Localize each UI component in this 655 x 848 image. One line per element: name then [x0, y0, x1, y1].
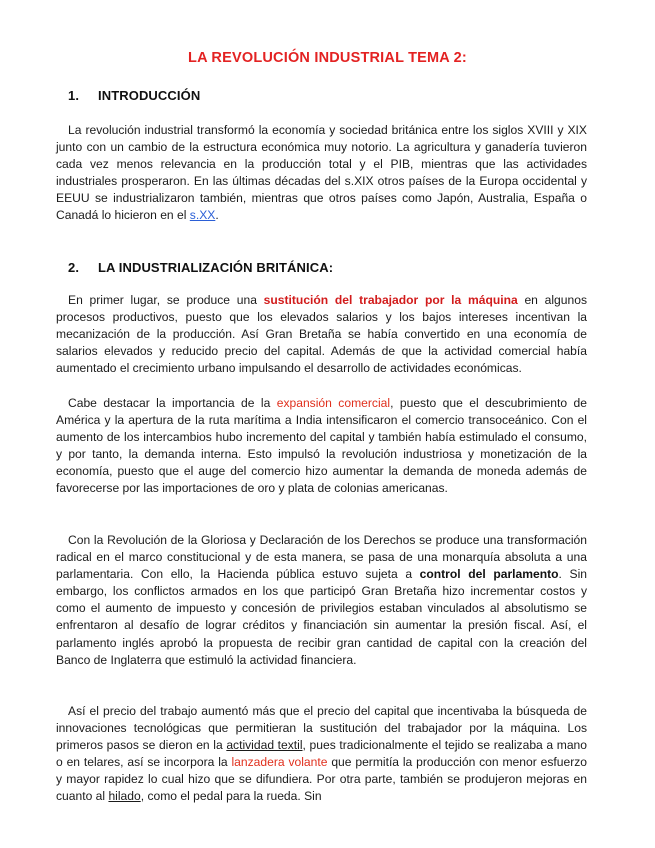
- underline-spinning: hilado: [108, 789, 141, 804]
- highlight-commercial-expansion: expansión comercial: [276, 396, 391, 410]
- section-1-title: INTRODUCCIÓN: [98, 88, 201, 103]
- underline-textile-activity: actividad textil: [226, 738, 303, 753]
- intro-text-end: .: [215, 208, 219, 223]
- paragraph-commercial-expansion: [56, 395, 587, 498]
- p3-text-b: . Sin embargo, los conflictos armados en los que participó Gran Bretaña hizo incrementar costos y como el aumento de impuesto y concesión de privilegios estaban vinculados al absolutismo se enfrentaron al desafío de lograr créditos y financiación sin aumentar la presión fiscal. Así, el parlamento inglés aprobó la propuesta de recibir gran cantidad de capital con la creación del Banco de Inglaterra que estimuló la actividad financiera.: [56, 567, 587, 667]
- p4-text-b: , pues tradicionalmente el tejido se realizaba a mano o en telares, así se incorpora la: [56, 738, 588, 770]
- section-1-heading: [68, 88, 200, 103]
- intro-paragraph: [56, 122, 587, 225]
- bold-parliament-control: control del parlamento: [419, 567, 559, 582]
- p1-text-a: En primer lugar, se produce una: [68, 293, 264, 307]
- intro-text: La revolución industrial transformó la economía y sociedad británica entre los siglos XVIII y XIX junto con un cambio de la estructura económica muy notorio. La agricultura y ganadería tuvieron cada vez menos relevancia en la producción total y el PIB, mientras que las actividades industriales prosperaron. En las últimas décadas del s.XIX otros países de la Europa occidental y EEUU se industrializaron también, mientras que otros países como Japón, Australia, España o Canadá lo hicieron en el: [56, 123, 587, 223]
- paragraph-mechanization: [56, 292, 587, 377]
- p3-text-a: Con la Revolución de la Gloriosa y Declaración de los Derechos se produce una transformación radical en el marco constitucional y de esta manera, se pasa de una monarquía absoluta a una parlamentaria. Con ello, la Hacienda pública estuvo sujeta a: [56, 533, 587, 582]
- paragraph-innovations: [56, 703, 587, 806]
- p4-text-a: Así el precio del trabajo aumentó más que el precio del capital que incentivaba la búsqueda de innovaciones tecnológicas que permitieran la sustitución del trabajador por la máquina. Los primeros pasos se dieron en la: [56, 704, 587, 753]
- sxx-link[interactable]: s.XX: [189, 208, 216, 223]
- p2-text-a: Cabe destacar la importancia de la: [68, 396, 277, 410]
- p4-text-d: , como el pedal para la rueda. Sin: [140, 789, 322, 804]
- section-1-number: 1.: [68, 88, 80, 103]
- p1-text-b: en algunos procesos productivos, puesto que los elevados salarios y los bajos intereses incentivan la mecanización de la producción. Así Gran Bretaña se había convertido en una economía de salarios elevados y reducido precio del capital. Además de que la actividad comercial había aumentado el crecimiento urbano impulsando el desarrollo de actividades económicas.: [56, 293, 587, 376]
- paragraph-glorious-revolution: [56, 532, 587, 669]
- highlight-flying-shuttle: lanzadera volante: [231, 755, 328, 770]
- section-2-heading: [68, 260, 333, 275]
- section-2-number: 2.: [68, 260, 80, 275]
- p2-text-b: , puesto que el descubrimiento de América y la apertura de la ruta marítima a India intensificaron el comercio transoceánico. Con el aumento de los intercambios hubo incremento del capital y también había estimulado el consumo, y por tanto, la demanda interna. Esto impulsó la revolución industriosa y monetización de la economía, puesto que el auge del comercio hizo aumentar la demanda de moneda además de favorecerse por las importaciones de oro y plata de colonias americanas.: [56, 396, 587, 496]
- p4-text-c: que permitía la producción con menor esfuerzo y mayor rapidez lo cual hizo que se difundiera. Por otra parte, también se produjeron mejoras en cuanto al: [56, 755, 587, 804]
- section-2-title: LA INDUSTRIALIZACIÓN BRITÁNICA:: [98, 260, 334, 275]
- document-title: LA REVOLUCIÓN INDUSTRIAL TEMA 2:: [188, 50, 467, 66]
- highlight-worker-substitution: sustitución del trabajador por la máquina: [263, 293, 518, 307]
